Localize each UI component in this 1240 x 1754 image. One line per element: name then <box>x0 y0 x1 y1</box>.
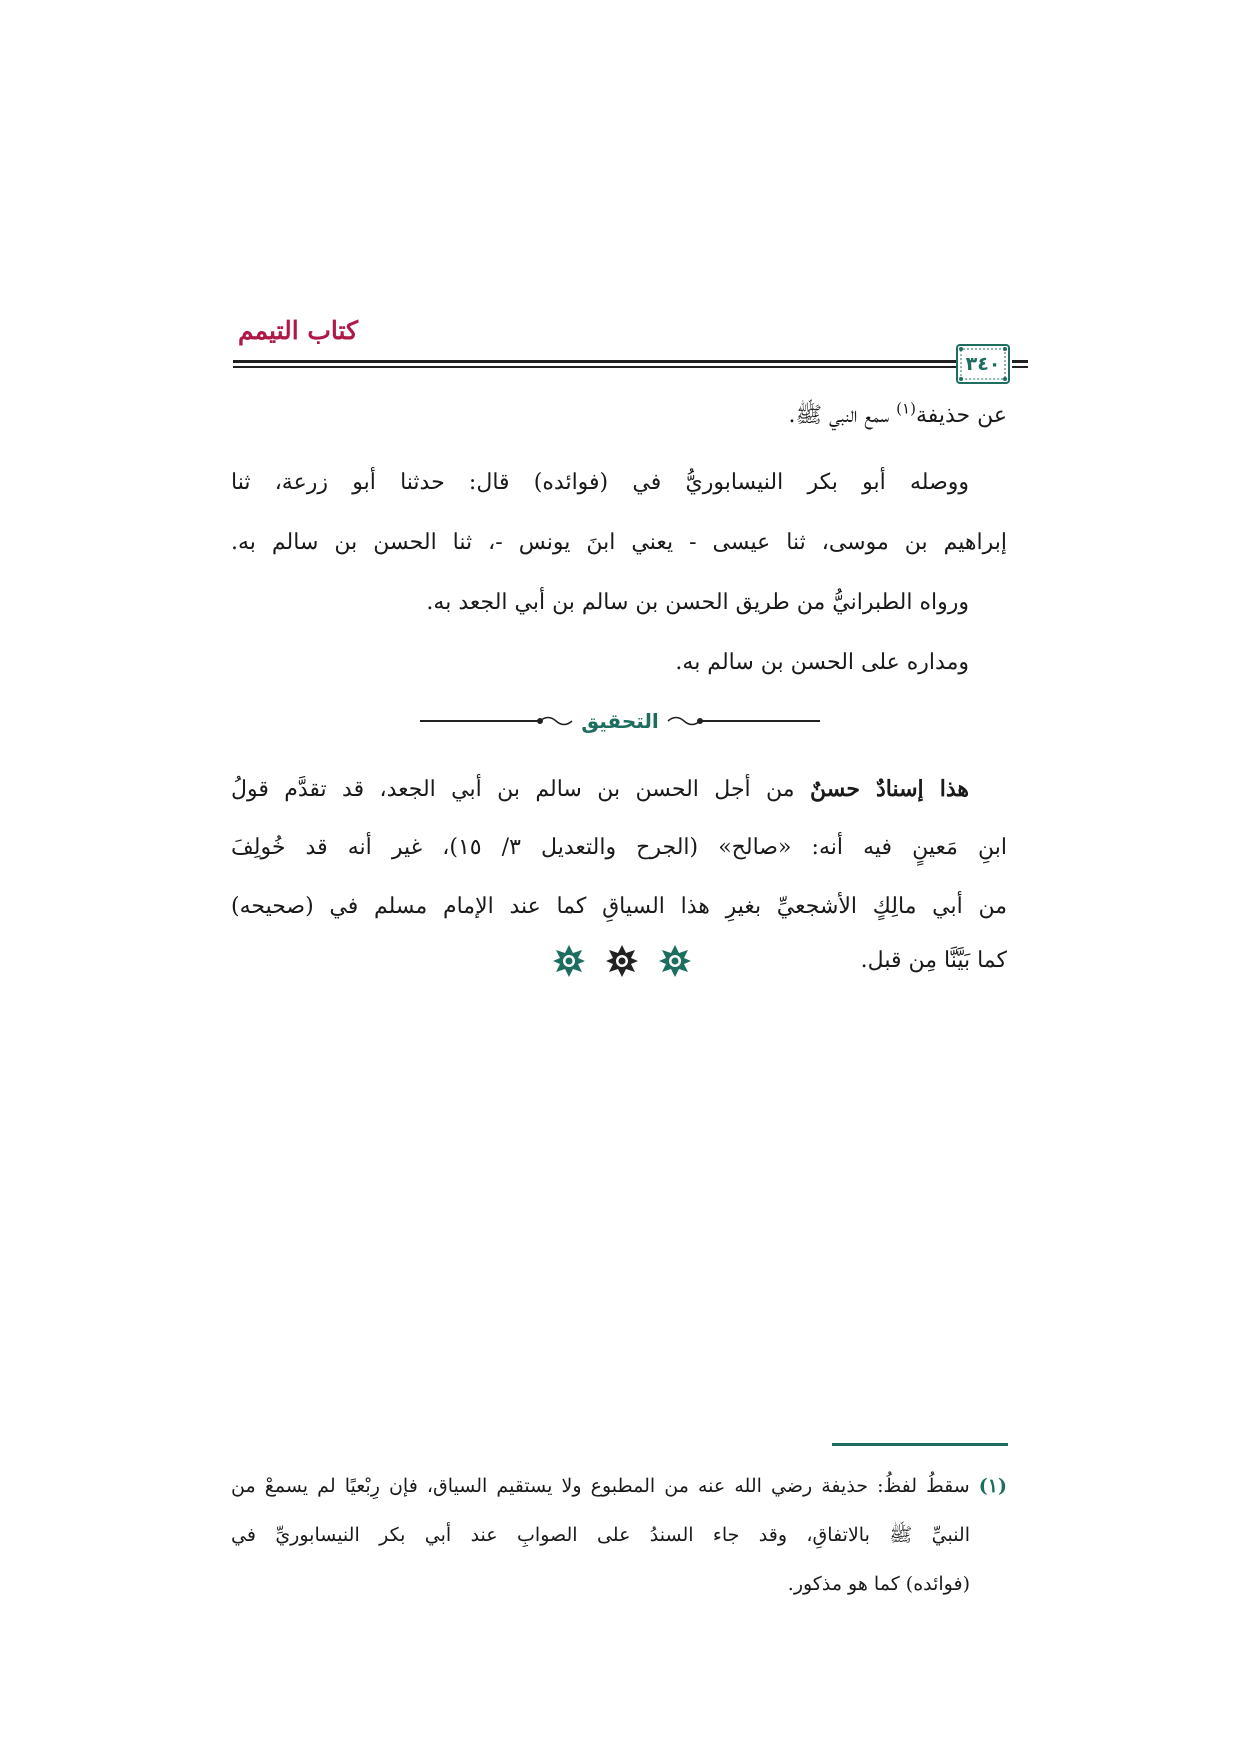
flower-ornament-icon <box>552 944 586 978</box>
header-rule-thin <box>233 366 993 368</box>
body-line-1 <box>788 399 1007 428</box>
body-line-2: ووصله أبو بكر النيسابوريُّ في (فوائده) قال: حدثنا أبو زرعة، ثنا <box>231 470 969 495</box>
body-line-4: ورواه الطبرانيُّ من طريق الحسن بن سالم بن أبي الجعد به. <box>426 590 969 615</box>
verdict-line-4: كما بَيَّنَّا مِن قبل. <box>860 948 1007 973</box>
footnote-line-2: النبيِّ ﷺ بالاتفاقِ، وقد جاء السندُ على الصوابِ عند أبي بكر النيسابوريِّ في <box>231 1524 970 1546</box>
verdict-lead: هذا إسنادٌ حسنٌ <box>809 776 969 802</box>
flower-ornament-icon <box>605 944 639 978</box>
verdict-line-1-text: من أجل الحسن بن سالم بن أبي الجعد، قد تقدَّم قولُ <box>231 777 810 802</box>
body-line-3: إبراهيم بن موسى، ثنا عيسى - يعني ابنَ يونس -، ثنا الحسن بن سالم به. <box>231 530 1007 555</box>
footnote-number: (١) <box>978 1475 1007 1497</box>
header-rule-thick <box>233 360 993 363</box>
section-divider <box>420 706 820 736</box>
body-line-5: ومداره على الحسن بن سالم به. <box>675 650 969 675</box>
footnote-line-1-text: سقطُ لفظُ: حذيفة رضي الله عنه من المطبوع ولا يستقيم السياق، فإن رِبْعيًا لم يسمعْ من <box>231 1475 979 1497</box>
page-number-badge <box>956 344 1010 384</box>
header-rule-right-bottom <box>1012 366 1028 368</box>
body-line-1-text: عن حذيفة <box>915 403 1007 428</box>
verdict-line-3: من أبي مالِكٍ الأشجعيِّ بغيرِ هذا السياقِ كما عند الإمام مسلم في (صحيحه) <box>231 894 1007 919</box>
section-heading: التحقيق <box>581 709 659 733</box>
body-line-1-text-end: سمع النبي ﷺ. <box>788 403 897 428</box>
header-rule-right-top <box>1012 360 1028 363</box>
verdict-line-1 <box>231 778 969 801</box>
footnote-line-1 <box>231 1477 1007 1496</box>
chapter-title: كتاب التيمم <box>237 316 358 345</box>
closing-ornaments <box>552 944 692 978</box>
flower-ornament-icon <box>658 944 692 978</box>
page-number: ٣٤٠ <box>965 353 1001 375</box>
footnote-separator <box>832 1443 1008 1446</box>
footnote-line-3: (فوائده) كما هو مذكور. <box>787 1573 970 1595</box>
footnote-reference[interactable]: (١) <box>896 399 916 418</box>
verdict-line-2: ابنِ مَعينٍ فيه أنه: «صالح» (الجرح والتعديل ٣/ ١٥)، غير أنه قد خُولِفَ <box>231 835 1008 860</box>
